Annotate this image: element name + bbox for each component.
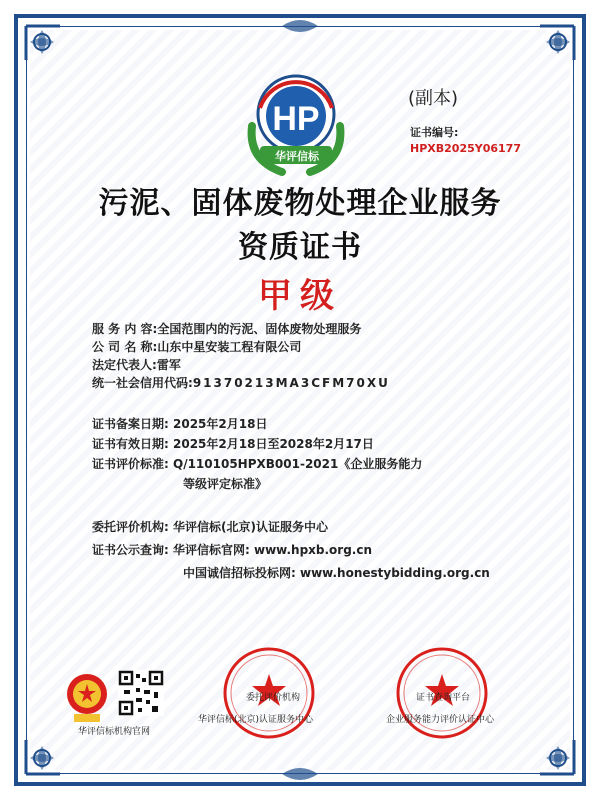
service-label: 服 务 内 容:: [92, 322, 158, 336]
copy-label: (副本): [408, 88, 459, 109]
logo-brand-text: 华评信标: [275, 150, 319, 163]
query-label: 证书公示查询:: [92, 543, 169, 557]
filing-date-label: 证书备案日期:: [92, 417, 169, 431]
query-value-honestybidding: 中国诚信招标投标网: www.honestybidding.org.cn: [183, 566, 490, 580]
standard-label: 证书评价标准:: [92, 457, 169, 471]
certificate-number-label: 证书编号:: [410, 126, 459, 139]
standard-row: [92, 455, 422, 472]
filing-date-value: 2025年2月18日: [173, 417, 268, 431]
company-value: 山东中星安装工程有限公司: [157, 340, 302, 354]
credit-label: 统一社会信用代码:: [92, 376, 193, 390]
certificate-grade: 甲级: [258, 276, 342, 316]
agency-value: 华评信标(北京)认证服务中心: [173, 520, 328, 534]
certificate-number-value: HPXB2025Y06177: [410, 142, 521, 155]
valid-date-row: [92, 435, 374, 452]
corner-ornament-icon: [510, 20, 580, 90]
service-row: [92, 320, 361, 337]
rep-row: [92, 356, 181, 373]
credit-value: 91370213MA3CFM70XU: [192, 376, 390, 390]
corner-ornament-icon: [510, 710, 580, 780]
rep-label: 法定代表人:: [92, 358, 157, 372]
certificate-title-line1: 污泥、固体废物处理企业服务: [98, 186, 502, 221]
agency-row: [92, 518, 328, 535]
service-value: 全国范围内的污泥、固体废物处理服务: [157, 322, 362, 336]
corner-ornament-icon: [20, 20, 90, 90]
standard-value: Q/110105HPXB001-2021《企业服务能力: [173, 457, 423, 471]
valid-date-label: 证书有效日期:: [92, 437, 169, 451]
emblem-caption: 华评信标机构官网: [78, 727, 151, 737]
svg-text:HP: HP: [272, 100, 320, 138]
filing-date-row: [92, 415, 267, 432]
national-emblem-icon: [64, 668, 110, 726]
company-label: 公 司 名 称:: [92, 340, 158, 354]
seal1-center-text: 委托评价机构: [246, 693, 301, 703]
certificate-title-line2: 资质证书: [238, 230, 362, 265]
qr-code-icon: [118, 670, 164, 716]
border-ornament-icon: [280, 16, 320, 36]
query-value-hpxb: 华评信标官网: www.hpxb.org.cn: [173, 543, 373, 557]
valid-date-value: 2025年2月18日至2028年2月17日: [173, 437, 374, 451]
seal2-caption: 企业服务能力评价认证中心: [386, 715, 495, 725]
standard-value-cont: 等级评定标准》: [183, 477, 268, 491]
seal2-center-text: 证书查询平台: [416, 693, 471, 703]
rep-value: 雷军: [156, 358, 181, 372]
credit-row: [92, 374, 390, 391]
seal1-caption: 华评信标(北京)认证服务中心: [198, 715, 314, 725]
company-row: [92, 338, 301, 355]
agency-label: 委托评价机构:: [92, 520, 169, 534]
border-ornament-icon: [280, 764, 320, 784]
query-row-cont: [183, 564, 490, 581]
query-row: [92, 541, 372, 558]
standard-row-cont: [183, 475, 267, 492]
